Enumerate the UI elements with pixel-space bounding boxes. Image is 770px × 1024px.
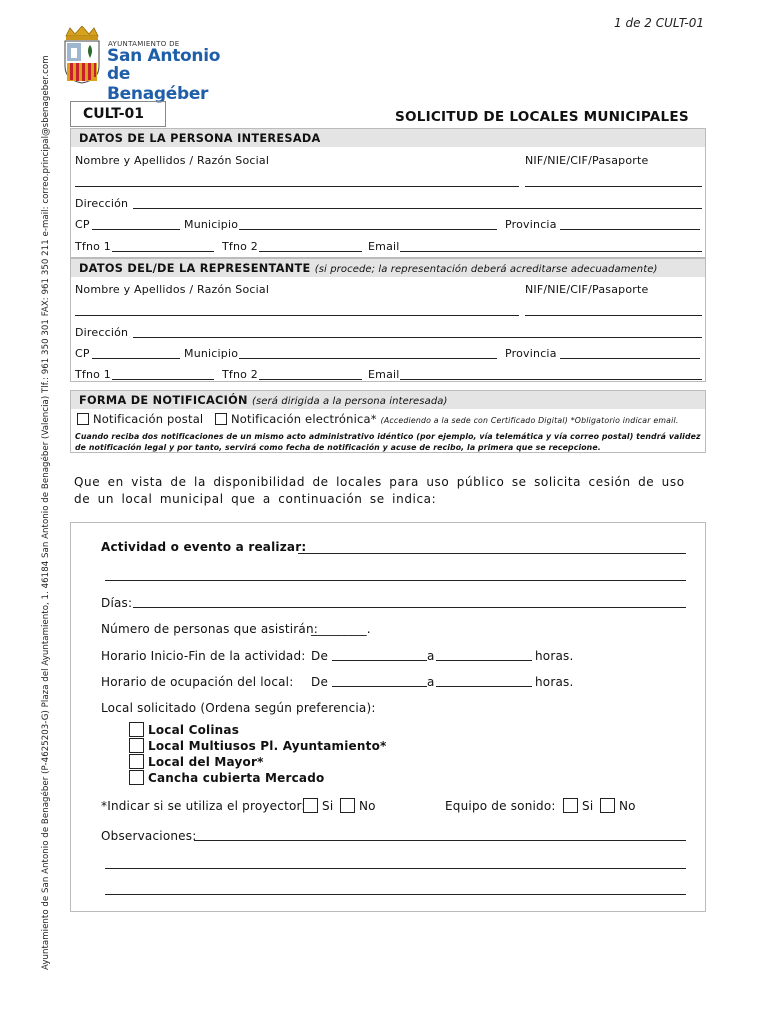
notificacion-electronica-label: Notificación electrónica*	[231, 412, 377, 426]
logo-line-1: San Antonio	[107, 46, 221, 66]
representante-email-label: Email	[368, 368, 400, 381]
representante-email-field[interactable]	[400, 379, 702, 380]
representante-cp-label: CP	[75, 347, 90, 360]
local-option-mayor[interactable]	[129, 754, 264, 769]
horario-actividad-a: a	[427, 649, 435, 663]
coat-of-arms-icon	[62, 26, 102, 84]
footer-address-vertical: Ayuntamiento de San Antonio de Benagéber (P-4625203-G) Plaza del Ayuntamiento, 1. 46184 San Antonio de Benagéber (Valencia) Tlf.: 961 350 301 FAX: 961 350 211 e-mail: correo.principal@sbenageber.com	[41, 55, 51, 970]
logo-pretitle: AYUNTAMIENTO DE	[108, 40, 180, 48]
local-option-multiusos[interactable]	[129, 738, 387, 753]
representante-tfno2-label: Tfno 2	[222, 368, 258, 381]
actividad-field[interactable]	[298, 553, 686, 554]
representante-cp-field[interactable]	[92, 358, 180, 359]
interesado-heading: DATOS DE LA PERSONA INTERESADA	[71, 129, 705, 147]
observaciones-label: Observaciones:	[101, 829, 197, 843]
observaciones-field-line-2[interactable]	[105, 868, 686, 869]
representante-tfno1-field[interactable]	[112, 379, 214, 380]
local-multiusos-checkbox[interactable]	[129, 738, 144, 753]
interesado-nif-label: NIF/NIE/CIF/Pasaporte	[525, 154, 649, 167]
interesado-cp-field[interactable]	[92, 229, 180, 230]
local-mayor-label: Local del Mayor*	[148, 755, 264, 769]
notificacion-note: (será dirigida a la persona interesada)	[251, 396, 448, 407]
proyector-no-label: No	[359, 799, 376, 813]
local-option-cancha[interactable]	[129, 770, 324, 785]
local-solicitado-label: Local solicitado (Ordena según preferencia):	[101, 701, 376, 715]
local-colinas-checkbox[interactable]	[129, 722, 144, 737]
municipal-logo	[62, 26, 232, 104]
representante-heading: DATOS DEL/DE LA REPRESENTANTE (si procede; la representación deberá acreditarse adecuadamente)	[71, 259, 705, 277]
interesado-cp-label: CP	[75, 218, 90, 231]
notificacion-electronica-option[interactable]	[215, 412, 679, 426]
interesado-nombre-field[interactable]	[75, 186, 519, 187]
representante-nif-label: NIF/NIE/CIF/Pasaporte	[525, 283, 649, 296]
representante-nombre-label: Nombre y Apellidos / Razón Social	[75, 283, 270, 296]
representante-provincia-label: Provincia	[505, 347, 557, 360]
notificacion-heading: FORMA DE NOTIFICACIÓN (será dirigida a la persona interesada)	[71, 391, 705, 409]
intro-paragraph: Que en vista de la disponibilidad de locales para uso público se solicita cesión de uso de un local municipal que a continuación se indica:	[74, 475, 685, 506]
observaciones-field-line-3[interactable]	[105, 894, 686, 895]
sonido-no-option[interactable]	[600, 798, 636, 813]
page-number: 1 de 2 CULT-01	[614, 16, 704, 30]
dias-label: Días:	[101, 596, 133, 610]
interesado-tfno2-field[interactable]	[259, 251, 362, 252]
horario-actividad-label: Horario Inicio-Fin de la actividad:	[101, 649, 306, 663]
horario-ocupacion-horas: horas.	[535, 675, 574, 689]
notificacion-electronica-note: (Accediendo a la sede con Certificado Digital) *Obligatorio indicar email.	[380, 416, 679, 425]
local-option-colinas[interactable]	[129, 722, 239, 737]
local-cancha-label: Cancha cubierta Mercado	[148, 771, 325, 785]
actividad-field-line-2[interactable]	[105, 580, 686, 581]
interesado-provincia-field[interactable]	[560, 229, 700, 230]
local-multiusos-label: Local Multiusos Pl. Ayuntamiento*	[148, 739, 387, 753]
interesado-direccion-label: Dirección	[75, 197, 129, 210]
representante-direccion-field[interactable]	[133, 337, 702, 338]
notificacion-postal-label: Notificación postal	[93, 412, 204, 426]
personas-label: Número de personas que asistirán:	[101, 622, 319, 636]
representante-tfno1-label: Tfno 1	[75, 368, 111, 381]
proyector-si-checkbox[interactable]	[303, 798, 318, 813]
representante-tfno2-field[interactable]	[259, 379, 362, 380]
horario-ocupacion-de: De	[311, 675, 329, 689]
representante-municipio-field[interactable]	[239, 358, 497, 359]
notificacion-postal-option[interactable]	[77, 412, 203, 426]
proyector-si-label: Si	[322, 799, 334, 813]
interesado-tfno1-label: Tfno 1	[75, 240, 111, 253]
sonido-si-checkbox[interactable]	[563, 798, 578, 813]
notificacion-warning: Cuando reciba dos notificaciones de un mismo acto administrativo idéntico (por ejemplo, vía telemática y vía correo postal) tendrá validez de notificación legal y por tanto, servirá como fecha de notificación y acuse de recibo, la primera que se recepcione.	[75, 432, 701, 452]
interesado-section	[70, 128, 706, 258]
representante-provincia-field[interactable]	[560, 358, 700, 359]
local-colinas-label: Local Colinas	[148, 723, 240, 737]
representante-direccion-label: Dirección	[75, 326, 129, 339]
form-code: CULT-01	[70, 101, 166, 127]
proyector-no-option[interactable]	[340, 798, 376, 813]
document-title: SOLICITUD DE LOCALES MUNICIPALES	[395, 109, 689, 125]
sonido-no-label: No	[619, 799, 636, 813]
horario-ocupacion-inicio-field[interactable]	[332, 686, 427, 687]
interesado-email-label: Email	[368, 240, 400, 253]
horario-ocupacion-fin-field[interactable]	[436, 686, 532, 687]
proyector-label: *Indicar si se utiliza el proyector:	[101, 799, 306, 813]
horario-ocupacion-label: Horario de ocupación del local:	[101, 675, 294, 689]
representante-municipio-label: Municipio	[184, 347, 239, 360]
dias-field[interactable]	[133, 607, 686, 608]
interesado-municipio-label: Municipio	[184, 218, 239, 231]
horario-actividad-inicio-field[interactable]	[332, 660, 427, 661]
personas-field[interactable]: _________.	[311, 622, 371, 636]
sonido-no-checkbox[interactable]	[600, 798, 615, 813]
interesado-tfno1-field[interactable]	[112, 251, 214, 252]
notificacion-electronica-checkbox[interactable]	[215, 413, 227, 425]
interesado-direccion-field[interactable]	[133, 208, 702, 209]
representante-nombre-field[interactable]	[75, 315, 519, 316]
interesado-municipio-field[interactable]	[239, 229, 497, 230]
local-cancha-checkbox[interactable]	[129, 770, 144, 785]
sonido-si-option[interactable]	[563, 798, 593, 813]
sonido-label: Equipo de sonido:	[445, 799, 556, 813]
notificacion-postal-checkbox[interactable]	[77, 413, 89, 425]
interesado-tfno2-label: Tfno 2	[222, 240, 258, 253]
interesado-nombre-label: Nombre y Apellidos / Razón Social	[75, 154, 270, 167]
logo-line-2: de Benagéber	[107, 64, 209, 104]
horario-ocupacion-a: a	[427, 675, 435, 689]
proyector-si-option[interactable]	[303, 798, 333, 813]
representante-nif-field[interactable]	[525, 315, 702, 316]
proyector-no-checkbox[interactable]	[340, 798, 355, 813]
horario-actividad-de: De	[311, 649, 329, 663]
observaciones-field[interactable]	[194, 840, 686, 841]
interesado-provincia-label: Provincia	[505, 218, 557, 231]
actividad-label: Actividad o evento a realizar:	[101, 540, 307, 554]
interesado-email-field[interactable]	[400, 251, 702, 252]
horario-actividad-fin-field[interactable]	[436, 660, 532, 661]
representante-note: (si procede; la representación deberá acreditarse adecuadamente)	[314, 264, 658, 275]
horario-actividad-horas: horas.	[535, 649, 574, 663]
interesado-nif-field[interactable]	[525, 186, 702, 187]
sonido-si-label: Si	[582, 799, 594, 813]
local-mayor-checkbox[interactable]	[129, 754, 144, 769]
